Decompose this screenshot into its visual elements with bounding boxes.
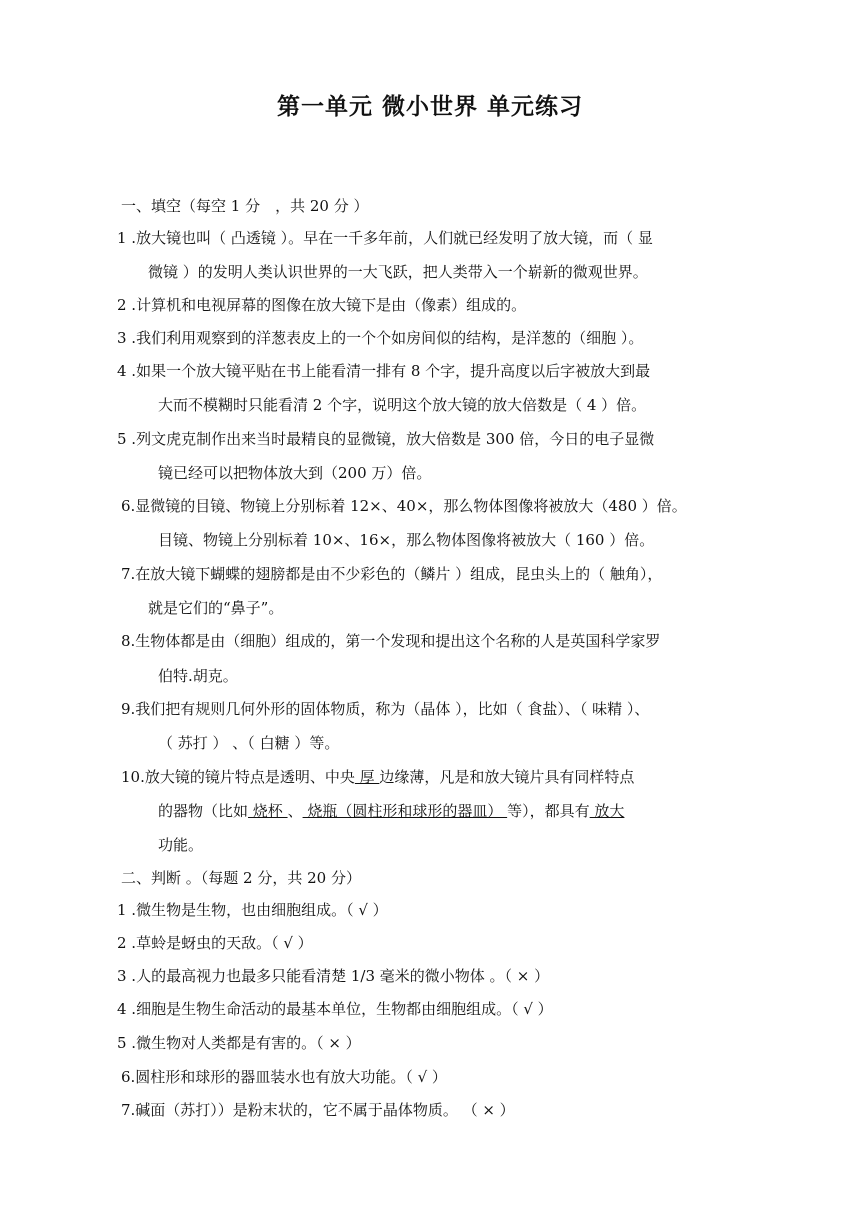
question-5-line-1: 5 .列文虎克制作出来当时最精良的显微镜，放大倍数是 300 倍，今日的电子显微 [117, 430, 655, 448]
question-7-line-2: 就是它们的“鼻子”。 [148, 599, 284, 617]
section-heading-judgement: 二、判断 。（每题 2 分，共 20 分） [121, 869, 361, 887]
question-7-line-1: 7.在放大镜下蝴蝶的翅膀都是由不少彩色的（鳞片 ）组成，昆虫头上的（ 触角）， [121, 565, 663, 583]
question-4-line-1: 4 .如果一个放大镜平贴在书上能看清一排有 8 个字，提升高度以后字被放大到最 [117, 362, 651, 380]
judgement-3: 3 .人的最高视力也最多只能看清楚 1/3 毫米的微小物体 。（ × ） [117, 967, 550, 985]
q10-text: 10.放大镜的镜片特点是透明、中央 [121, 768, 355, 786]
q10-text: 功能。 [158, 836, 204, 854]
q10-text: 等），都具有 [507, 802, 590, 820]
q10-answer-magnify: 放大 [589, 802, 625, 820]
judgement-6: 6.圆柱形和球形的器皿装水也有放大功能。（ √ ） [121, 1068, 447, 1086]
judgement-4: 4 .细胞是生物生命活动的最基本单位，生物都由细胞组成。（ √ ） [117, 1000, 553, 1018]
question-10-line-3 [158, 835, 203, 855]
page-title: 第一单元 微小世界 单元练习 [276, 94, 583, 120]
question-9-line-1: 9.我们把有规则几何外形的固体物质，称为（晶体 ），比如（ 食盐）、（ 味精 ）、 [121, 700, 650, 718]
judgement-5: 5 .微生物对人类都是有害的。（ × ） [117, 1034, 361, 1052]
question-8-line-1: 8.生物体都是由（细胞）组成的，第一个发现和提出这个名称的人是英国科学家罗 [121, 632, 661, 650]
question-6-line-2: 目镜、物镜上分别标着 10×、16×，那么物体图像将被放大（ 160 ）倍。 [158, 531, 655, 549]
question-6-line-1: 6.显微镜的目镜、物镜上分别标着 12×、40×，那么物体图像将被放大（480 ）倍。 [121, 497, 687, 515]
question-5-line-2: 镜已经可以把物体放大到（200 万）倍。 [158, 464, 432, 482]
question-10-line-2 [158, 801, 624, 821]
q10-text: 、 [287, 802, 303, 820]
question-10-line-1 [121, 767, 634, 787]
q10-answer-beaker: 烧杯 [248, 802, 288, 820]
judgement-1: 1 .微生物是生物，也由细胞组成。（ √ ） [117, 901, 388, 919]
question-3: 3 .我们利用观察到的洋葱表皮上的一个个如房间似的结构，是洋葱的（细胞 ）。 [117, 329, 644, 347]
judgement-2: 2 .草蛉是蚜虫的天敌。（ √ ） [117, 934, 313, 952]
section-heading-fill-in: 一、填空（每空 1 分 ，共 20 分 ） [121, 197, 369, 215]
question-4-line-2: 大而不模糊时只能看清 2 个字，说明这个放大镜的放大倍数是（ 4 ）倍。 [158, 396, 647, 414]
question-2: 2 .计算机和电视屏幕的图像在放大镜下是由（像素）组成的。 [117, 296, 527, 314]
question-1-line-1: 1 .放大镜也叫（ 凸透镜 ）。早在一千多年前，人们就已经发明了放大镜，而（ 显 [117, 229, 653, 247]
question-8-line-2: 伯特.胡克。 [158, 667, 238, 685]
question-1-line-2: 微镜 ）的发明人类认识世界的一大飞跃，把人类带入一个崭新的微观世界。 [148, 263, 648, 281]
q10-text: 的器物（比如 [158, 802, 249, 820]
q10-answer-thick: 厚 [354, 768, 380, 786]
question-9-line-2: （ 苏打 ） 、（ 白糖 ）等。 [158, 734, 340, 752]
q10-answer-flask: 烧瓶（圆柱形和球形的器皿） [302, 802, 508, 820]
judgement-7: 7.碱面（苏打））是粉末状的，它不属于晶体物质。 （ × ） [121, 1101, 515, 1119]
q10-text: 边缘薄，凡是和放大镜片具有同样特点 [379, 768, 635, 786]
